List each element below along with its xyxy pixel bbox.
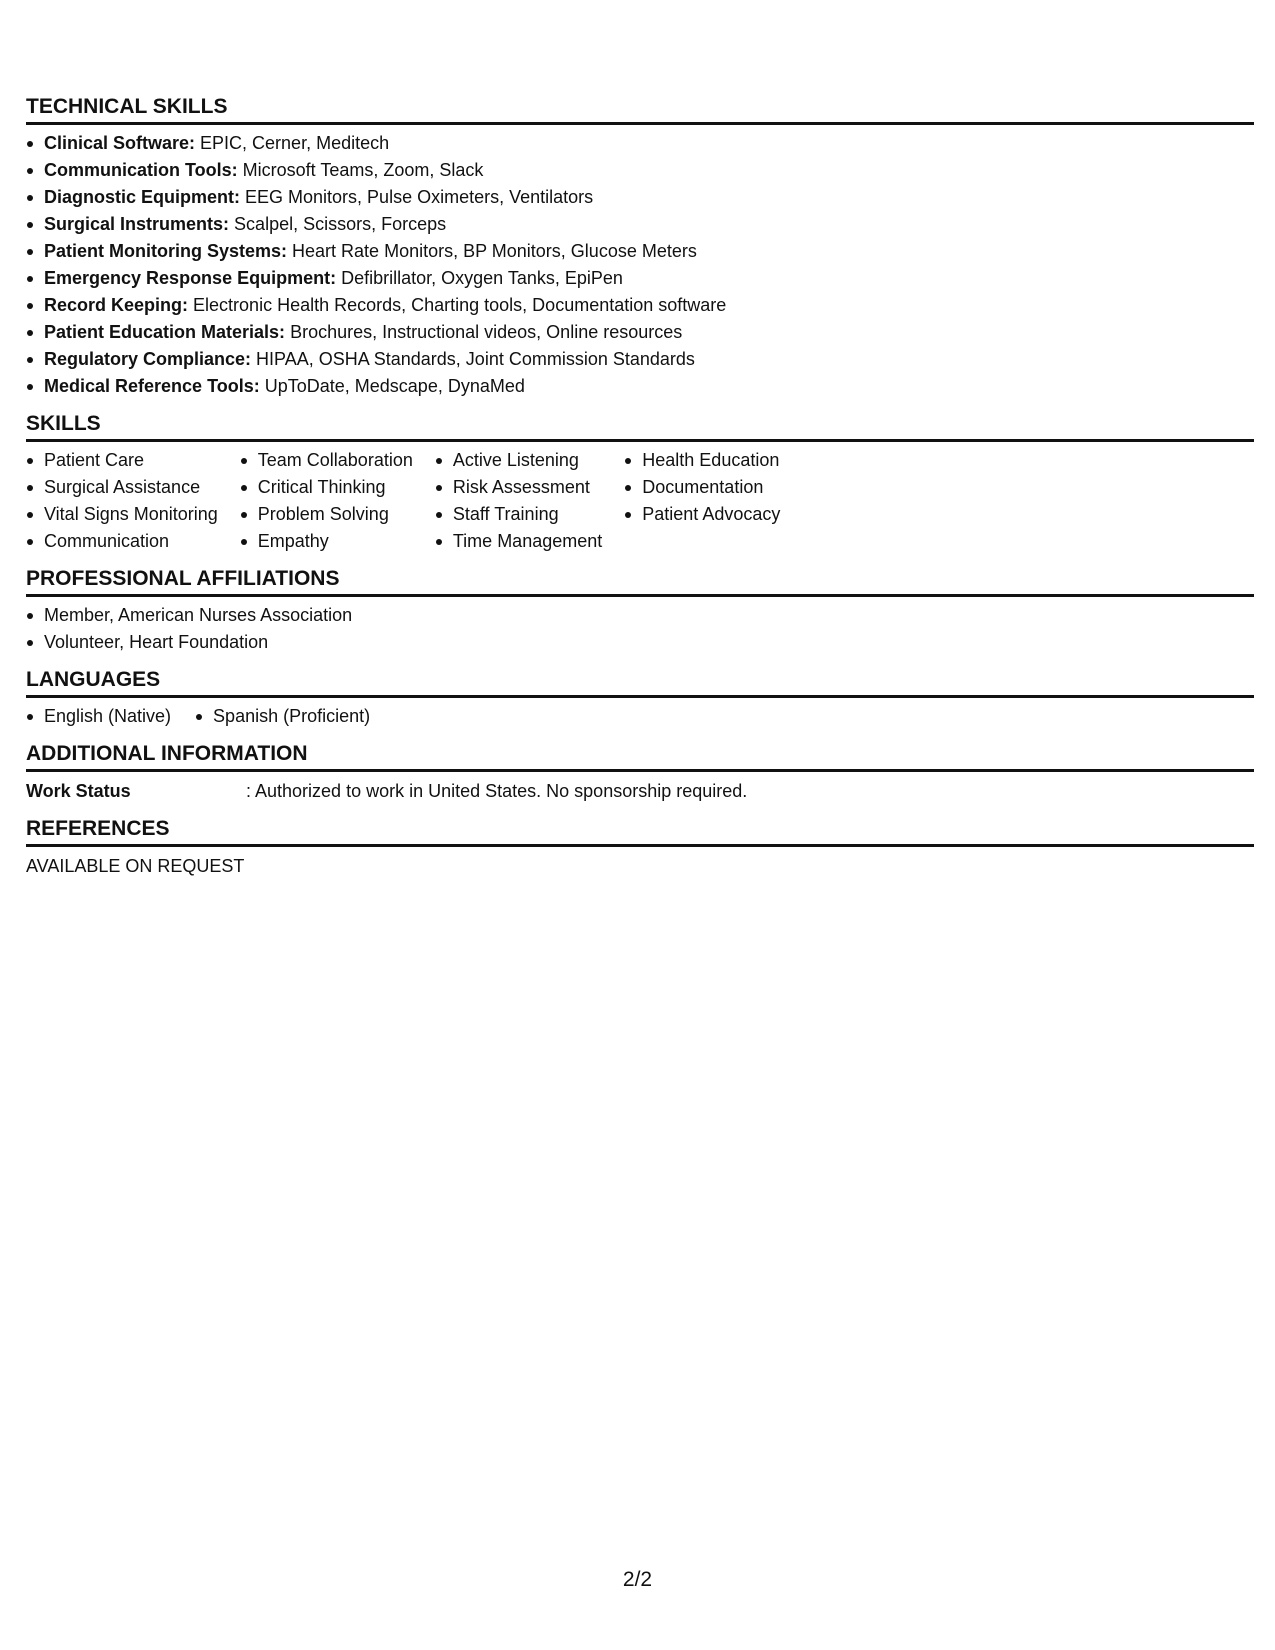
skill-category-label: Communication Tools:	[44, 160, 238, 180]
skill-category-value: Defibrillator, Oxygen Tanks, EpiPen	[336, 268, 623, 288]
list-item: Surgical Assistance	[26, 474, 218, 501]
list-item	[26, 319, 1254, 346]
affiliations-section	[26, 566, 1254, 656]
skill-category-value: EPIC, Cerner, Meditech	[195, 133, 390, 153]
skills-column	[26, 447, 218, 555]
list-item	[26, 346, 1254, 373]
additional-info-section	[26, 741, 1254, 805]
references-section	[26, 816, 1254, 880]
technical-skills-list	[26, 130, 1254, 400]
section-title: LANGUAGES	[26, 668, 161, 691]
skill-category-value: EEG Monitors, Pulse Oximeters, Ventilators	[240, 187, 594, 207]
skill-category-label: Patient Monitoring Systems:	[44, 241, 288, 261]
skill-category-label: Patient Education Materials:	[44, 322, 286, 342]
skills-column	[240, 447, 413, 555]
languages-section	[26, 667, 1254, 730]
section-divider	[26, 844, 1254, 847]
work-status-label: Work Status	[26, 781, 131, 801]
skill-category-label: Emergency Response Equipment:	[44, 268, 337, 288]
skills-grid	[26, 447, 1254, 555]
list-item	[26, 238, 1254, 265]
work-status-value: : Authorized to work in United States. No sponsorship required.	[246, 781, 748, 801]
skill-category-label: Diagnostic Equipment:	[44, 187, 241, 207]
list-item	[26, 157, 1254, 184]
skills-section	[26, 411, 1254, 555]
section-title: ADDITIONAL INFORMATION	[26, 742, 308, 765]
list-item: Patient Advocacy	[624, 501, 780, 528]
list-item: Time Management	[435, 528, 602, 555]
list-item: Critical Thinking	[240, 474, 413, 501]
list-item	[26, 265, 1254, 292]
list-item: Volunteer, Heart Foundation	[26, 629, 1254, 656]
resume-page	[26, 94, 1254, 891]
skill-category-value: Microsoft Teams, Zoom, Slack	[237, 160, 484, 180]
skills-column	[435, 447, 602, 555]
references-text: AVAILABLE ON REQUEST	[26, 856, 245, 876]
affiliations-list	[26, 602, 1254, 656]
list-item: Empathy	[240, 528, 413, 555]
technical-skills-section	[26, 94, 1254, 400]
list-item: Member, American Nurses Association	[26, 602, 1254, 629]
list-item: Documentation	[624, 474, 780, 501]
list-item	[26, 292, 1254, 319]
languages-list	[26, 703, 1254, 730]
skill-category-label: Medical Reference Tools:	[44, 376, 260, 396]
list-item	[26, 184, 1254, 211]
skill-category-value: Scalpel, Scissors, Forceps	[229, 214, 447, 234]
skills-column	[624, 447, 780, 555]
page-number: 2/2	[622, 1568, 653, 1591]
list-item: Health Education	[624, 447, 780, 474]
work-status-row	[26, 778, 1254, 805]
skill-category-label: Regulatory Compliance:	[44, 349, 252, 369]
list-item	[26, 373, 1254, 400]
section-divider	[26, 695, 1254, 698]
skill-category-label: Surgical Instruments:	[44, 214, 230, 234]
list-item: Problem Solving	[240, 501, 413, 528]
skill-category-value: Brochures, Instructional videos, Online resources	[285, 322, 683, 342]
list-item: Active Listening	[435, 447, 602, 474]
section-divider	[26, 439, 1254, 442]
list-item: Patient Care	[26, 447, 218, 474]
list-item: Vital Signs Monitoring	[26, 501, 218, 528]
list-item: Communication	[26, 528, 218, 555]
list-item: Spanish (Proficient)	[195, 703, 370, 730]
skill-category-value: Electronic Health Records, Charting tools, Documentation software	[188, 295, 727, 315]
list-item: Team Collaboration	[240, 447, 413, 474]
list-item: Risk Assessment	[435, 474, 602, 501]
list-item: English (Native)	[26, 703, 171, 730]
skill-category-label: Clinical Software:	[44, 133, 196, 153]
skill-category-value: HIPAA, OSHA Standards, Joint Commission Standards	[251, 349, 695, 369]
list-item	[26, 211, 1254, 238]
list-item: Staff Training	[435, 501, 602, 528]
skill-category-label: Record Keeping:	[44, 295, 189, 315]
section-divider	[26, 769, 1254, 772]
section-title: PROFESSIONAL AFFILIATIONS	[26, 567, 340, 590]
skill-category-value: UpToDate, Medscape, DynaMed	[259, 376, 525, 396]
skill-category-value: Heart Rate Monitors, BP Monitors, Glucose Meters	[287, 241, 697, 261]
section-title: SKILLS	[26, 412, 101, 435]
section-title: TECHNICAL SKILLS	[26, 95, 228, 118]
list-item	[26, 130, 1254, 157]
section-divider	[26, 594, 1254, 597]
section-title: REFERENCES	[26, 817, 170, 840]
section-divider	[26, 122, 1254, 125]
